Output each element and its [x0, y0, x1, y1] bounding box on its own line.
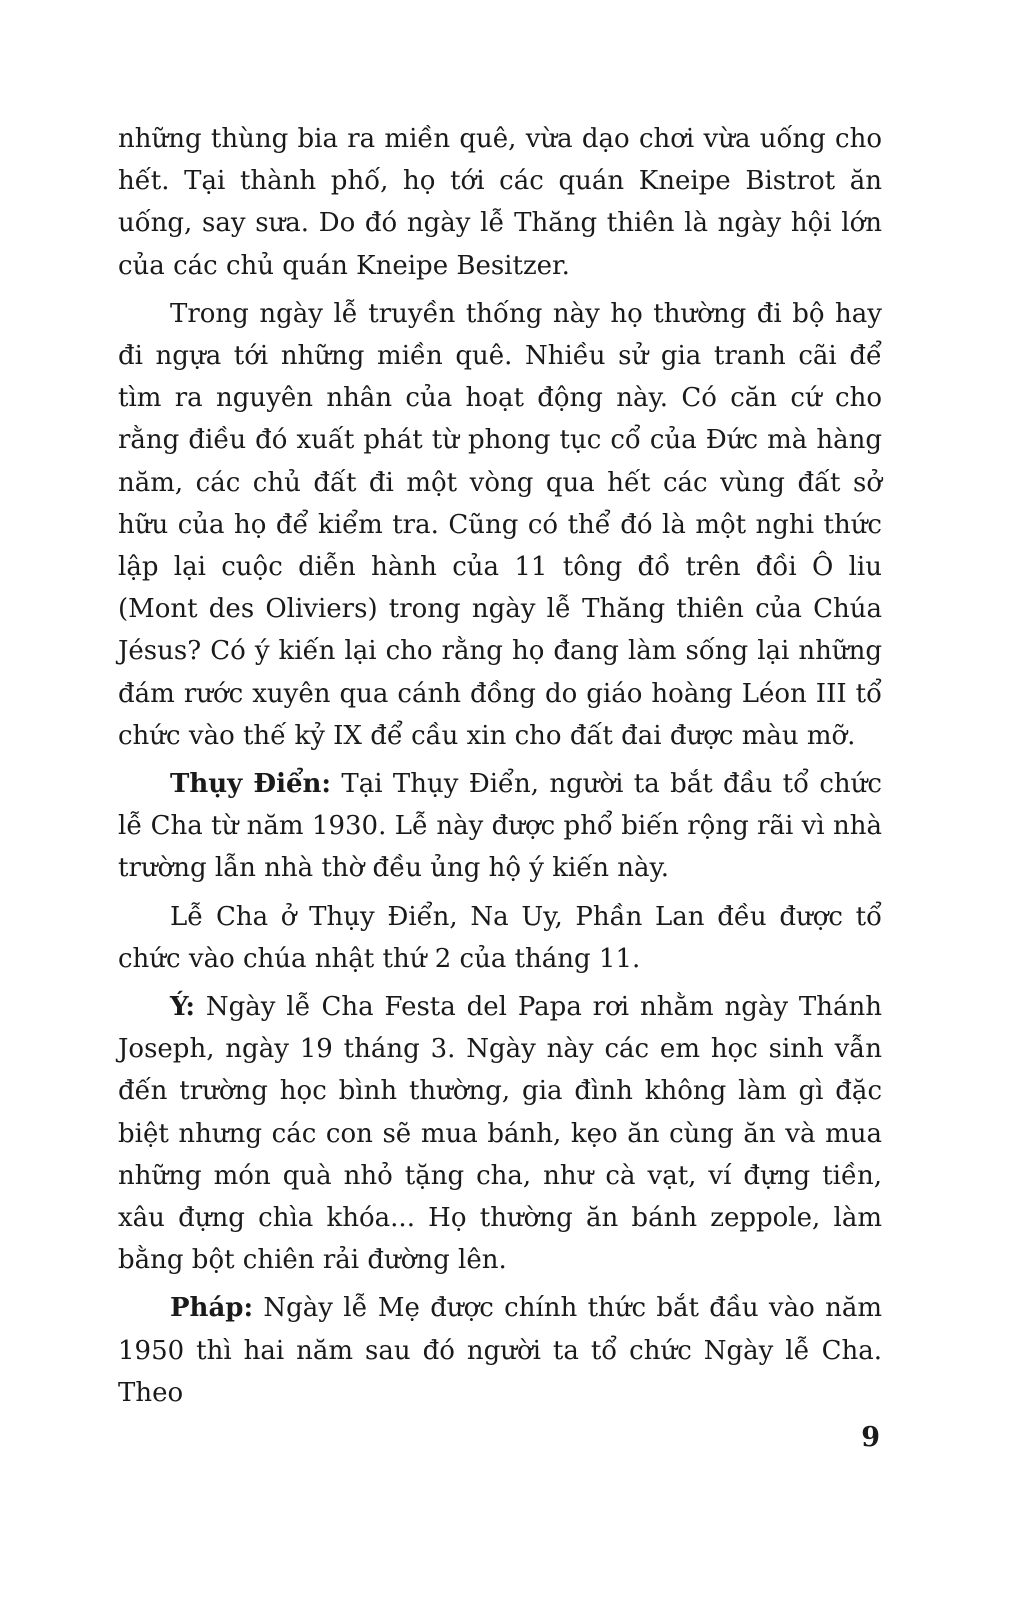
paragraph-lead-italy: Ý:	[170, 992, 195, 1023]
paragraph-text: Ngày lễ Mẹ được chính thức bắt đầu vào năm 1950 thì hai năm sau đó người ta tổ chức Ngày lễ Cha. Theo	[118, 1293, 882, 1408]
paragraph-text: những thùng bia ra miền quê, vừa dạo chơi vừa uống cho hết. Tại thành phố, họ tới các quán Kneipe Bistrot ăn uống, say sưa. Do đó ngày lễ Thăng thiên là ngày hội lớn của các chủ quán Kneipe Besitzer.	[118, 124, 882, 281]
paragraph-text: Tại Thụy Điển, người ta bắt đầu tổ chức lễ Cha từ năm 1930. Lễ này được phổ biến rộng rãi vì nhà trường lẫn nhà thờ đều ủng hộ ý kiến này.	[118, 769, 882, 884]
paragraph-ascension-tradition	[118, 293, 882, 757]
paragraph-text: Lễ Cha ở Thụy Điển, Na Uy, Phần Lan đều được tổ chức vào chúa nhật thứ 2 của tháng 11.	[118, 901, 882, 974]
body-text	[118, 118, 882, 1420]
paragraph-france	[118, 1287, 882, 1414]
paragraph-nordic	[118, 896, 882, 980]
paragraph-lead-france: Pháp:	[170, 1293, 254, 1324]
page-number: 9	[861, 1422, 880, 1453]
paragraph-text: Ngày lễ Cha Festa del Papa rơi nhằm ngày Thánh Joseph, ngày 19 tháng 3. Ngày này các em học sinh vẫn đến trường học bình thường, gia đình không làm gì đặc biệt nhưng các con sẽ mua bánh, kẹo ăn cùng ăn và mua những món quà nhỏ tặng cha, như cà vạt, ví đựng tiền, xâu đựng chìa khóa... Họ thường ăn bánh zeppole, làm bằng bột chiên rải đường lên.	[118, 992, 882, 1276]
paragraph-italy	[118, 986, 882, 1281]
paragraph-text: Trong ngày lễ truyền thống này họ thường đi bộ hay đi ngựa tới những miền quê. Nhiều sử gia tranh cãi để tìm ra nguyên nhân của hoạt động này. Có căn cứ cho rằng điều đó xuất phát từ phong tục cổ của Đức mà hàng năm, các chủ đất đi một vòng qua hết các vùng đất sở hữu của họ để kiểm tra. Cũng có thể đó là một nghi thức lập lại cuộc diễn hành của 11 tông đồ trên đồi Ô liu (Mont des Oliviers) trong ngày lễ Thăng thiên của Chúa Jésus? Có ý kiến lại cho rằng họ đang làm sống lại những đám rước xuyên qua cánh đồng do giáo hoàng Léon III tổ chức vào thế kỷ IX để cầu xin cho đất đai được màu mỡ.	[118, 298, 882, 751]
paragraph-lead-sweden: Thụy Điển:	[170, 769, 332, 800]
paragraph-germany-continued	[118, 118, 882, 287]
paragraph-sweden	[118, 763, 882, 890]
